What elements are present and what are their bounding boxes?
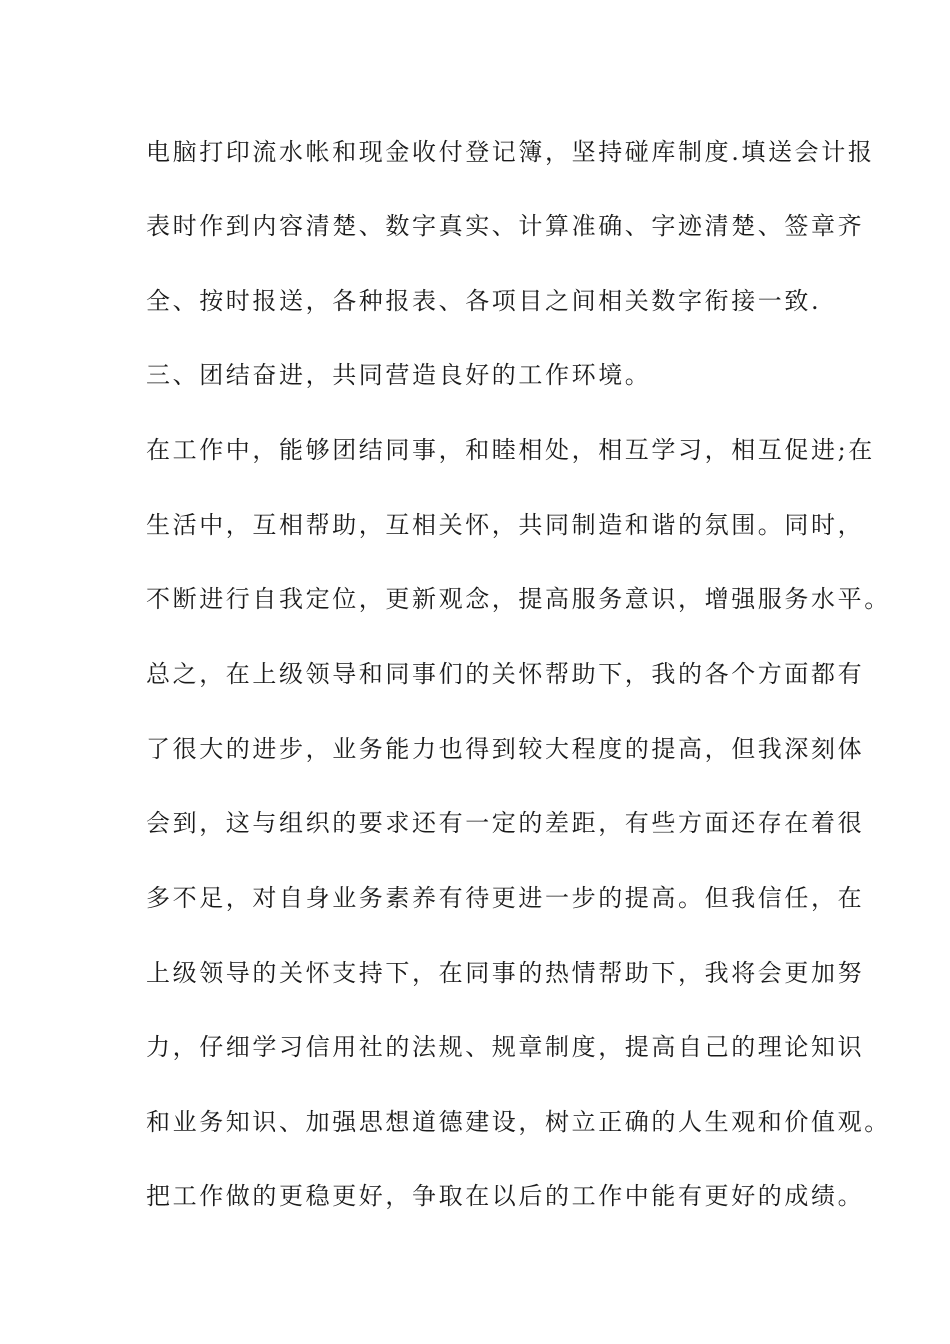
section-heading-3: 三、团结奋进，共同营造良好的工作环境。 [146, 361, 652, 389]
text-line-1: 电脑打印流水帐和现金收付登记簿，坚持碰库制度.填送会计报 [146, 138, 875, 166]
text-line-5: 在工作中，能够团结同事，和睦相处，相互学习，相互促进;在 [146, 436, 875, 464]
text-line-12: 上级领导的关怀支持下，在同事的热情帮助下，我将会更加努 [146, 959, 865, 987]
text-line-9: 了很大的进步，业务能力也得到较大程度的提高，但我深刻体 [146, 735, 865, 763]
text-line-11: 多不足，对自身业务素养有待更进一步的提高。但我信任，在 [146, 884, 865, 912]
text-line-13: 力，仔细学习信用社的法规、规章制度，提高自己的理论知识 [146, 1033, 865, 1061]
text-line-2: 表时作到内容清楚、数字真实、计算准确、字迹清楚、签章齐 [146, 212, 865, 240]
text-line-10: 会到，这与组织的要求还有一定的差距，有些方面还存在着很 [146, 809, 865, 837]
text-line-15: 把工作做的更稳更好，争取在以后的工作中能有更好的成绩。 [146, 1182, 865, 1210]
text-line-6: 生活中，互相帮助，互相关怀，共同制造和谐的氛围。同时， [146, 511, 865, 539]
text-line-7: 不断进行自我定位，更新观念，提高服务意识，增强服务水平。 [146, 585, 891, 613]
text-line-8: 总之，在上级领导和同事们的关怀帮助下，我的各个方面都有 [146, 660, 865, 688]
text-line-14: 和业务知识、加强思想道德建设，树立正确的人生观和价值观。 [146, 1108, 891, 1136]
text-line-3: 全、按时报送，各种报表、各项目之间相关数字衔接一致. [146, 287, 822, 315]
